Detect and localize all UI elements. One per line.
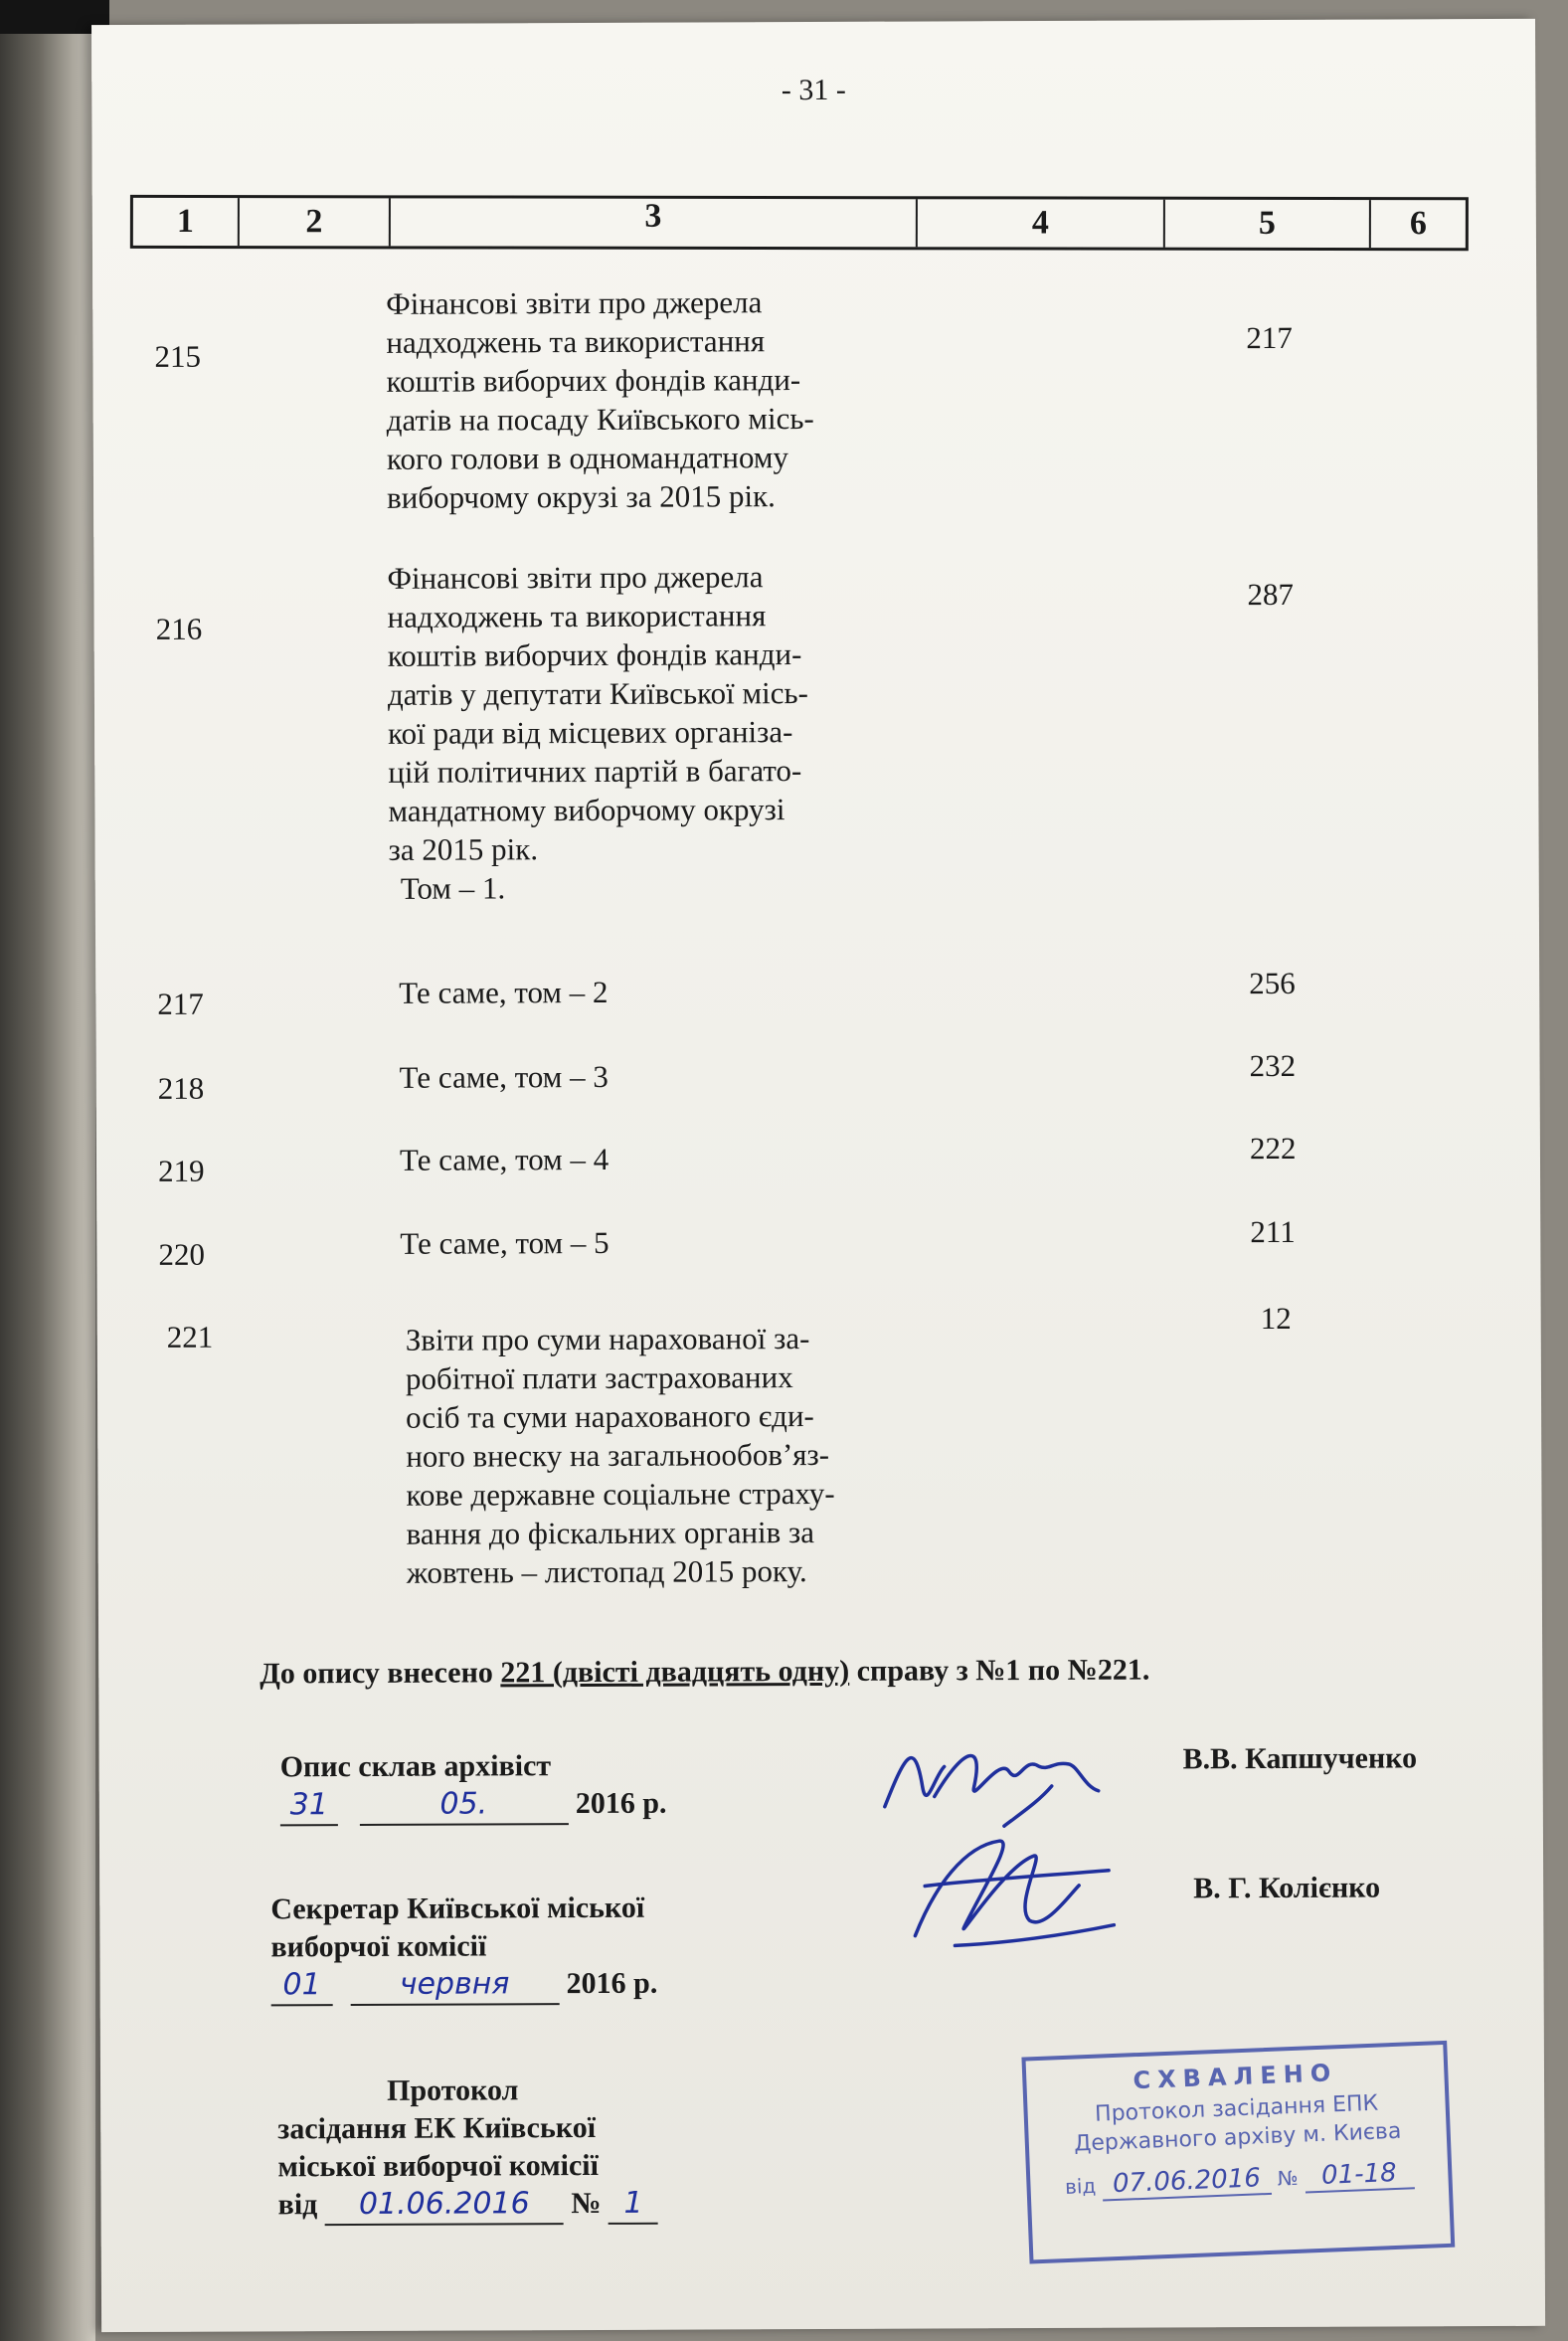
secretary-name: В. Г. Колієнко [1193,1871,1381,1905]
protocol-title: Протокол [387,2073,519,2107]
protocol-number: 1 [609,2185,658,2225]
row-count: 211 [1250,1213,1296,1250]
row-number: 219 [157,1153,205,1188]
protocol-date: 01.06.2016 [325,2185,564,2226]
row-title: Звіти про суми нарахованої за- робітної плати застрахованих осіб та суми нарахованого єди- ного внеску на загальнообов’яз- кове державне соціальне страху- вання до фіскальних органів за жовтень – листопад 2015 року. [405,1321,835,1590]
approval-stamp: СХВАЛЕНО Протокол засідання ЕПК Державного архіву м. Києва від 07.06.2016 № 01-18 [1021,2041,1455,2264]
document-page [91,19,1545,2332]
secretary-label-2: виборчої комісії [270,1929,487,1964]
compiler-day: 31 [280,1786,338,1826]
secretary-label-1: Секретар Київської міської [270,1891,645,1926]
table-row [96,1213,1540,1272]
compiler-label: Опис склав архівіст [279,1749,552,1784]
row-number: 216 [155,611,203,646]
summary-count: 221 (двісті двадцять одну) [500,1654,850,1690]
row-count: 232 [1249,1047,1297,1084]
row-number: 218 [157,1070,205,1106]
table-row [96,1047,1540,1106]
header-col-3: 3 [391,198,918,247]
secretary-day: 01 [271,1966,333,2006]
header-col-5: 5 [1165,200,1371,248]
row-count: 256 [1249,965,1296,1001]
header-col-2: 2 [240,198,391,246]
row-count: 287 [1247,576,1295,613]
table-header [130,195,1469,251]
header-col-1: 1 [133,198,240,246]
row-count: 217 [1246,319,1293,356]
row-number: 217 [157,986,204,1021]
binder-edge [0,0,95,2341]
row-title: Те саме, том – 4 [399,1141,610,1177]
row-title: Те саме, том – 2 [399,974,609,1010]
summary-line: До опису внесено 221 (двісті двадцять одну) справу з №1 по №221. [260,1653,1150,1691]
row-title: Фінансові звіти про джерела надходжень та використання коштів виборчих фондів канди- датів на посаду Київського місь- кого голови в одномандатному виборчому окрузі за 2015 рік. [386,284,814,515]
table-row [96,1130,1540,1188]
row-number: 215 [154,338,202,374]
header-col-6: 6 [1409,205,1427,243]
stamp-date: 07.06.2016 [1102,2163,1272,2202]
table-row [92,279,1536,515]
row-number: 220 [158,1236,205,1272]
row-title: Те саме, том – 5 [400,1224,610,1261]
row-title: Те саме, том – 3 [399,1058,609,1095]
secretary-month: червня [350,1965,559,2006]
stamp-number: 01-18 [1304,2157,1414,2193]
protocol-block: Протокол засідання ЕК Київської міської виборчої комісії від 01.06.2016 № 1 [277,2071,795,2226]
table-row [95,965,1539,1021]
row-title: Фінансові звіти про джерела надходжень та використання коштів виборчих фондів канди- датів у депутати Київської місь- кої ради від місцевих організа- цій політичних партій в багато- мандатному виборчому окрузі за 2015 рік. Том – 1. [387,559,808,906]
header-col-4: 4 [918,199,1165,247]
row-count: 222 [1249,1130,1297,1167]
compiler-month: 05. [359,1785,568,1826]
compiler-block: Опис склав архівіст 31 05. 2016 р. [280,1746,837,1826]
secretary-block: Секретар Київської міської виборчої комісії 01 червня 2016 р. [270,1889,868,2007]
row-count: 12 [1260,1300,1292,1337]
table-row [97,1300,1541,1590]
secretary-signature [895,1826,1125,1966]
compiler-name: В.В. Капшученко [1182,1741,1418,1776]
row-number: 221 [166,1319,214,1354]
table-row [93,554,1537,906]
page-number: - 31 - [781,73,846,107]
